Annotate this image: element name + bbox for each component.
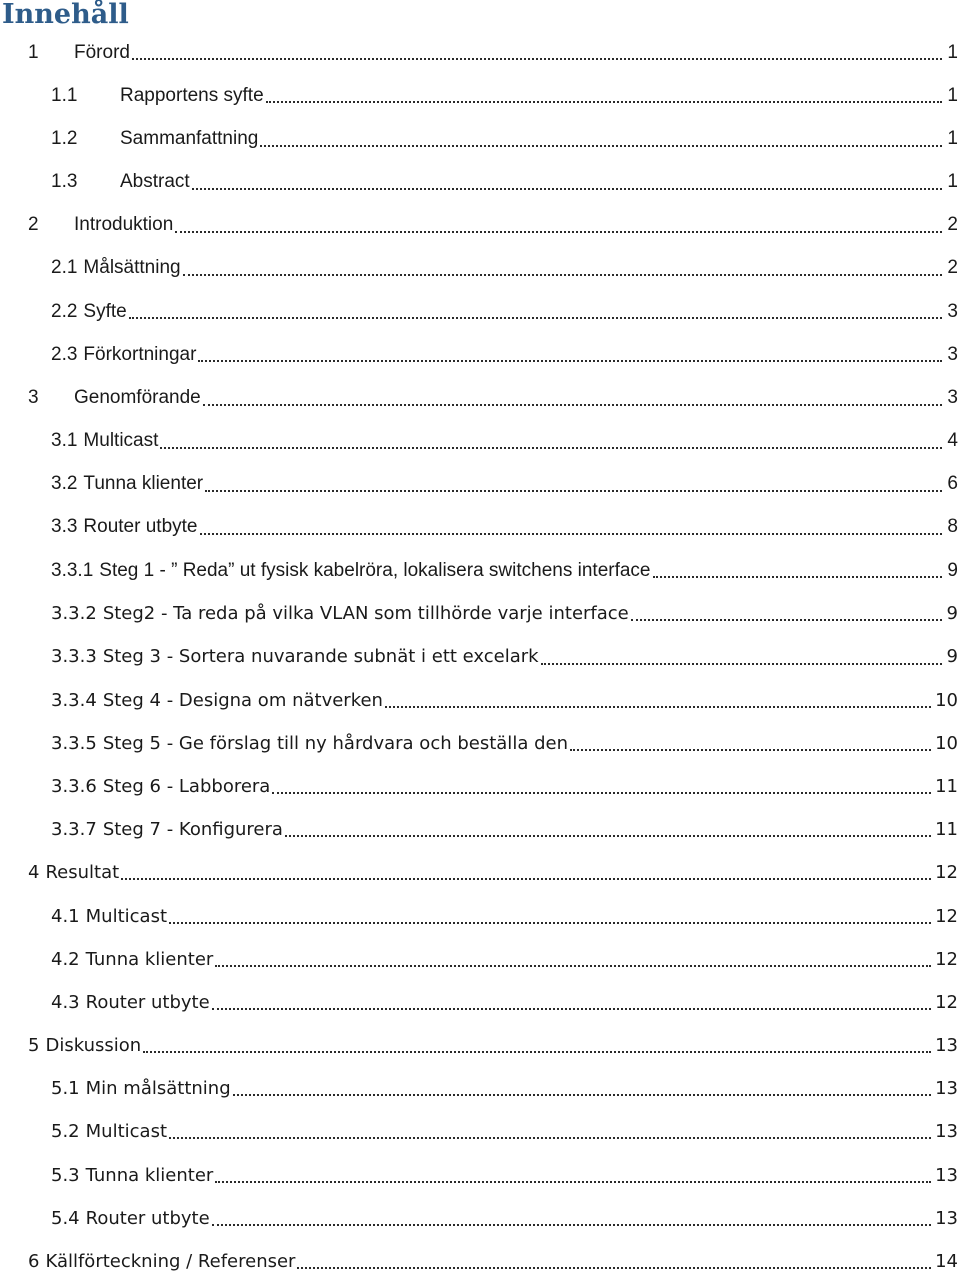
toc-entry-page: 12 — [935, 862, 958, 884]
toc-entry[interactable] — [0, 74, 960, 117]
toc-leader-dots — [169, 922, 931, 924]
toc-entry-label: Genomförande — [74, 386, 201, 408]
toc-entry-label: Förord — [74, 41, 130, 63]
toc-entry[interactable] — [0, 161, 960, 204]
toc-leader-dots — [143, 1051, 931, 1053]
toc-leader-dots — [215, 1181, 931, 1183]
toc-entry[interactable] — [0, 722, 960, 765]
toc-entry-label: Sammanfattning — [120, 127, 259, 149]
toc-entry-label: Rapportens syfte — [120, 84, 264, 106]
toc-leader-dots — [266, 101, 942, 103]
toc-leader-dots — [129, 317, 942, 319]
toc-entry-label: Resultat — [45, 862, 120, 884]
toc-entry-number: 5.3 — [51, 1164, 80, 1186]
toc-leader-dots — [198, 360, 942, 362]
toc-entry[interactable] — [0, 635, 960, 678]
toc-entry-number: 1.1 — [51, 84, 78, 106]
toc-entry-label: Tunna klienter — [85, 948, 214, 970]
toc-entry-page: 11 — [935, 776, 958, 797]
toc-entry[interactable] — [0, 1240, 960, 1283]
toc-entry-label: Router utbyte — [85, 991, 210, 1013]
toc-entry-page: 6 — [947, 473, 958, 495]
toc-entry-number: 2.2 — [51, 300, 78, 322]
toc-leader-dots — [297, 1267, 931, 1269]
toc-leader-dots — [169, 1137, 931, 1139]
toc-entry-number: 1.3 — [51, 171, 78, 193]
toc-entry-number: 4.3 — [51, 991, 80, 1013]
toc-leader-dots — [260, 145, 942, 147]
toc-entry-label: Multicast — [85, 1121, 168, 1143]
toc-entry-page: 13 — [935, 1121, 958, 1143]
toc-leader-dots — [205, 490, 942, 492]
toc-entry-number: 1.2 — [51, 127, 78, 149]
toc-entry-label: Router utbyte — [85, 1207, 210, 1229]
toc-entry-page: 11 — [935, 819, 958, 841]
toc-entry[interactable] — [0, 808, 960, 851]
toc-entry-label: Steg 7 - Konfigurera — [102, 819, 283, 841]
toc-entry[interactable] — [0, 463, 960, 506]
toc-entry-page: 14 — [935, 1250, 958, 1272]
toc-entry-page: 12 — [935, 905, 958, 927]
toc-entry-label: Steg2 - Ta reda på vilka VLAN som tillhörde varje interface — [102, 603, 629, 625]
toc-entry-page: 13 — [935, 1207, 958, 1229]
toc-entry-label: Syfte — [83, 300, 127, 322]
toc-entry[interactable] — [0, 938, 960, 981]
toc-entry[interactable] — [0, 679, 960, 722]
toc-entry[interactable] — [0, 549, 960, 592]
toc-leader-dots — [192, 188, 942, 190]
toc-leader-dots — [233, 1094, 931, 1096]
toc-entry-label: Tunna klienter — [83, 473, 204, 495]
toc-leader-dots — [653, 576, 943, 578]
toc-entry-number: 3.3.2 — [51, 603, 97, 625]
toc-entry-number: 3 — [28, 386, 39, 408]
toc-entry-page: 13 — [935, 1035, 958, 1057]
toc-entry-label: Steg 6 - Labborera — [102, 776, 271, 797]
toc-leader-dots — [285, 835, 931, 837]
toc-entry[interactable] — [0, 376, 960, 419]
toc-entry-page: 9 — [946, 603, 958, 625]
toc-entry[interactable] — [0, 247, 960, 290]
toc-entry-page: 8 — [947, 516, 958, 538]
toc-entry-page: 10 — [935, 732, 958, 754]
toc-entry-page: 9 — [947, 559, 958, 581]
toc-title: Innehåll — [2, 0, 129, 30]
toc-leader-dots — [541, 663, 942, 665]
toc-entry[interactable] — [0, 117, 960, 160]
toc-entry-label: Diskussion — [45, 1035, 142, 1057]
toc-entry-label: Router utbyte — [83, 516, 198, 538]
toc-entry-number: 5.1 — [51, 1078, 80, 1100]
toc-entry-number: 3.3.7 — [51, 819, 97, 841]
toc-entry[interactable] — [0, 851, 960, 894]
toc-entry[interactable] — [0, 894, 960, 937]
toc-leader-dots — [215, 965, 931, 967]
toc-entry[interactable] — [0, 420, 960, 463]
toc-entry-page: 2 — [947, 214, 958, 236]
toc-entry-page: 12 — [935, 991, 958, 1013]
toc-entry[interactable] — [0, 1153, 960, 1196]
toc-entry[interactable] — [0, 1067, 960, 1110]
toc-entry-page: 3 — [947, 300, 958, 322]
toc-leader-dots — [132, 58, 942, 60]
toc-leader-dots — [385, 706, 931, 708]
toc-entry-number: 3.3 — [51, 516, 78, 538]
toc-entry-number: 3.3.5 — [51, 732, 97, 754]
toc-entry-number: 4.1 — [51, 905, 80, 927]
toc-leader-dots — [631, 619, 942, 621]
toc-leader-dots — [200, 533, 943, 535]
toc-entry-number: 5.2 — [51, 1121, 80, 1143]
toc-entry-number: 3.3.3 — [51, 646, 97, 668]
toc-entry-number: 3.3.6 — [51, 776, 97, 797]
toc-entry-number: 3.2 — [51, 473, 78, 495]
toc-leader-dots — [183, 274, 942, 276]
toc-entry[interactable] — [0, 765, 960, 808]
toc-entry-page: 13 — [935, 1164, 958, 1186]
toc-entry-label: Introduktion — [74, 214, 174, 236]
toc-leader-dots — [570, 749, 931, 751]
toc-entry-label: Abstract — [120, 171, 190, 193]
toc-entry-label: Källförteckning / Referenser — [45, 1250, 296, 1272]
toc-leader-dots — [121, 878, 931, 880]
toc-leader-dots — [212, 1008, 931, 1010]
toc-leader-dots — [175, 231, 942, 233]
toc-entry-page: 1 — [947, 84, 958, 106]
toc-entry-page: 1 — [947, 171, 958, 193]
toc-leader-dots — [212, 1224, 931, 1226]
toc-entry[interactable] — [0, 981, 960, 1024]
toc-leader-dots — [203, 404, 942, 406]
toc-entry-label: Multicast — [85, 905, 168, 927]
toc-entry[interactable] — [0, 290, 960, 333]
toc-entry-label: Tunna klienter — [85, 1164, 214, 1186]
toc-entry-page: 1 — [947, 127, 958, 149]
toc-entry[interactable] — [0, 333, 960, 376]
toc-entry-page: 4 — [947, 430, 958, 452]
toc-entry-label: Steg 4 - Designa om nätverken — [102, 689, 383, 711]
toc-entry[interactable] — [0, 1024, 960, 1067]
toc-leader-dots — [160, 447, 942, 449]
toc-entry[interactable] — [0, 506, 960, 549]
toc-entry-number: 4.2 — [51, 948, 80, 970]
toc-entry-label: Min målsättning — [85, 1078, 231, 1100]
toc-entry-number: 3.3.4 — [51, 689, 97, 711]
toc-entry-page: 9 — [946, 646, 958, 668]
toc-leader-dots — [272, 792, 931, 794]
toc-entry-number: 2 — [28, 214, 39, 236]
toc-entry-page: 3 — [947, 343, 958, 365]
toc-entry[interactable] — [0, 31, 960, 74]
toc-entry-number: 6 — [28, 1250, 40, 1272]
toc-entry-label: Målsättning — [83, 257, 181, 279]
toc-entry[interactable] — [0, 1110, 960, 1153]
toc-entry-label: Steg 3 - Sortera nuvarande subnät i ett excelark — [102, 646, 539, 668]
toc-entry-label: Multicast — [83, 430, 159, 452]
toc-entry[interactable] — [0, 592, 960, 635]
toc-entry-number: 3.3.1 — [51, 559, 94, 581]
toc-entry-number: 5 — [28, 1035, 40, 1057]
toc-entry-number: 3.1 — [51, 430, 78, 452]
toc-entry-page: 12 — [935, 948, 958, 970]
toc-entry-number: 2.1 — [51, 257, 78, 279]
toc-entry[interactable] — [0, 204, 960, 247]
toc-entry-label: Steg 1 - ” Reda” ut fysisk kabelröra, lokalisera switchens interface — [99, 559, 651, 581]
toc-entry-label: Förkortningar — [83, 343, 197, 365]
toc-entry-page: 10 — [935, 689, 958, 711]
toc-entry-page: 2 — [947, 257, 958, 279]
toc-entry-number: 2.3 — [51, 343, 78, 365]
toc-entry-number: 5.4 — [51, 1207, 80, 1229]
toc-entry-page: 3 — [947, 386, 958, 408]
toc-entry-label: Steg 5 - Ge förslag till ny hårdvara och beställa den — [102, 732, 568, 754]
toc-entry-number: 1 — [28, 41, 39, 63]
toc-entry-page: 13 — [935, 1078, 958, 1100]
toc-entry[interactable] — [0, 1197, 960, 1240]
toc-entry-page: 1 — [947, 41, 958, 63]
table-of-contents — [0, 31, 960, 1283]
toc-entry-number: 4 — [28, 862, 40, 884]
